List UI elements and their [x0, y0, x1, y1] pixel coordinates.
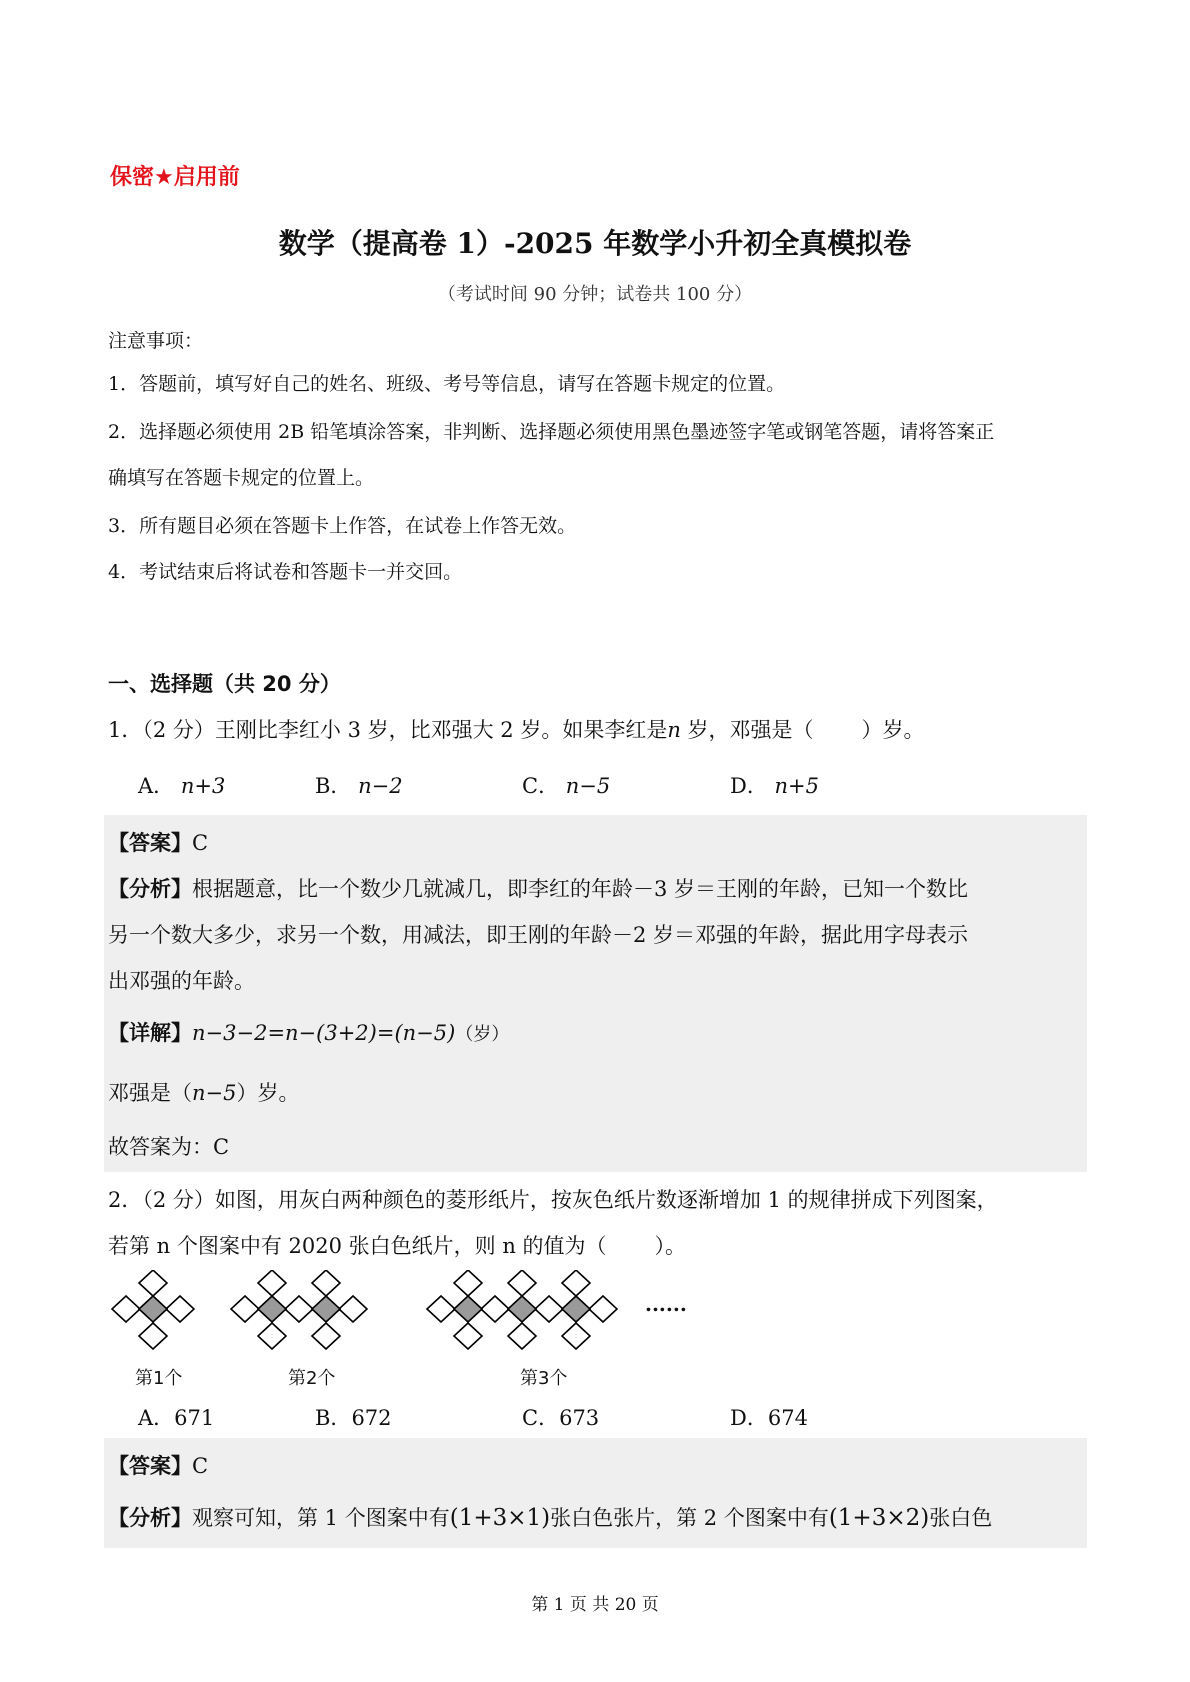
answer-line: 【答案】C — [108, 1453, 209, 1478]
analysis-line: 另一个数大多少，求另一个数，用减法，即王刚的年龄－2 岁＝邓强的年龄，据此用字母表示 — [108, 923, 969, 947]
option-c: C． n−5 — [522, 774, 611, 798]
notes-heading: 注意事项： — [108, 330, 204, 352]
note-item: 2．选择题必须使用 2B 铅笔填涂答案，非判断、选择题必须使用黑色墨迹签字笔或钢笔答题，请将答案正 — [108, 421, 995, 443]
note-item: 确填写在答题卡规定的位置上。 — [108, 467, 375, 489]
solution-panel — [104, 815, 1087, 1172]
result-line: 邓强是（n−5）岁。 — [108, 1081, 300, 1105]
option-b: B．672 — [315, 1406, 392, 1430]
note-item: 3．所有题目必须在答题卡上作答，在试卷上作答无效。 — [108, 515, 577, 537]
question-2-stem: 若第 n 个图案中有 2020 张白色纸片，则 n 的值为（ ）。 — [108, 1234, 687, 1258]
exam-info: （考试时间 90 分钟；试卷共 100 分） — [437, 284, 753, 305]
option-d: D． n+5 — [730, 774, 820, 798]
option-c: C．673 — [522, 1406, 600, 1430]
option-a: A．671 — [138, 1406, 215, 1430]
page-title: 数学（提高卷 1）-2025 年数学小升初全真模拟卷 — [278, 227, 912, 260]
question-2-stem: 2．（2 分）如图，用灰白两种颜色的菱形纸片，按灰色纸片数逐渐增加 1 的规律拼成下列图案， — [108, 1188, 998, 1212]
pattern-3 — [427, 1270, 617, 1349]
pattern-ellipsis: ...... — [645, 1292, 687, 1316]
note-item: 4．考试结束后将试卷和答题卡一并交回。 — [108, 561, 463, 583]
pattern-figure — [100, 1270, 720, 1360]
analysis-line: 【分析】根据题意，比一个数少几就减几，即李红的年龄－3 岁＝王刚的年龄，已知一个数比 — [108, 876, 969, 901]
pattern-2 — [231, 1270, 367, 1349]
option-d: D．674 — [730, 1406, 808, 1430]
solution-panel — [104, 1438, 1087, 1548]
page-footer: 第 1 页 共 20 页 — [531, 1595, 659, 1615]
note-item: 1．答题前，填写好自己的姓名、班级、考号等信息，请写在答题卡规定的位置。 — [108, 373, 786, 395]
analysis-line: 【分析】观察可知，第 1 个图案中有(1+3×1)张白色张片，第 2 个图案中有(1+3×2)张白色 — [108, 1505, 993, 1531]
figure-label: 第3个 — [520, 1368, 568, 1389]
section-heading: 一、选择题（共 20 分） — [108, 672, 341, 696]
analysis-line: 出邓强的年龄。 — [108, 969, 255, 993]
figure-label: 第2个 — [288, 1368, 336, 1389]
question-1-stem: 1．（2 分）王刚比李红小 3 岁，比邓强大 2 岁。如果李红是n 岁，邓强是（ ）岁。 — [108, 718, 925, 742]
final-answer-line: 故答案为：C — [108, 1135, 230, 1159]
figure-label: 第1个 — [135, 1368, 183, 1389]
option-b: B． n−2 — [315, 774, 403, 798]
pattern-1 — [112, 1270, 194, 1349]
confidential-mark: 保密★启用前 — [110, 165, 240, 190]
detail-line: 【详解】n−3−2=n−(3+2)=(n−5)（岁） — [108, 1020, 510, 1045]
option-a: A． n+3 — [138, 774, 226, 798]
answer-line: 【答案】C — [108, 830, 209, 855]
